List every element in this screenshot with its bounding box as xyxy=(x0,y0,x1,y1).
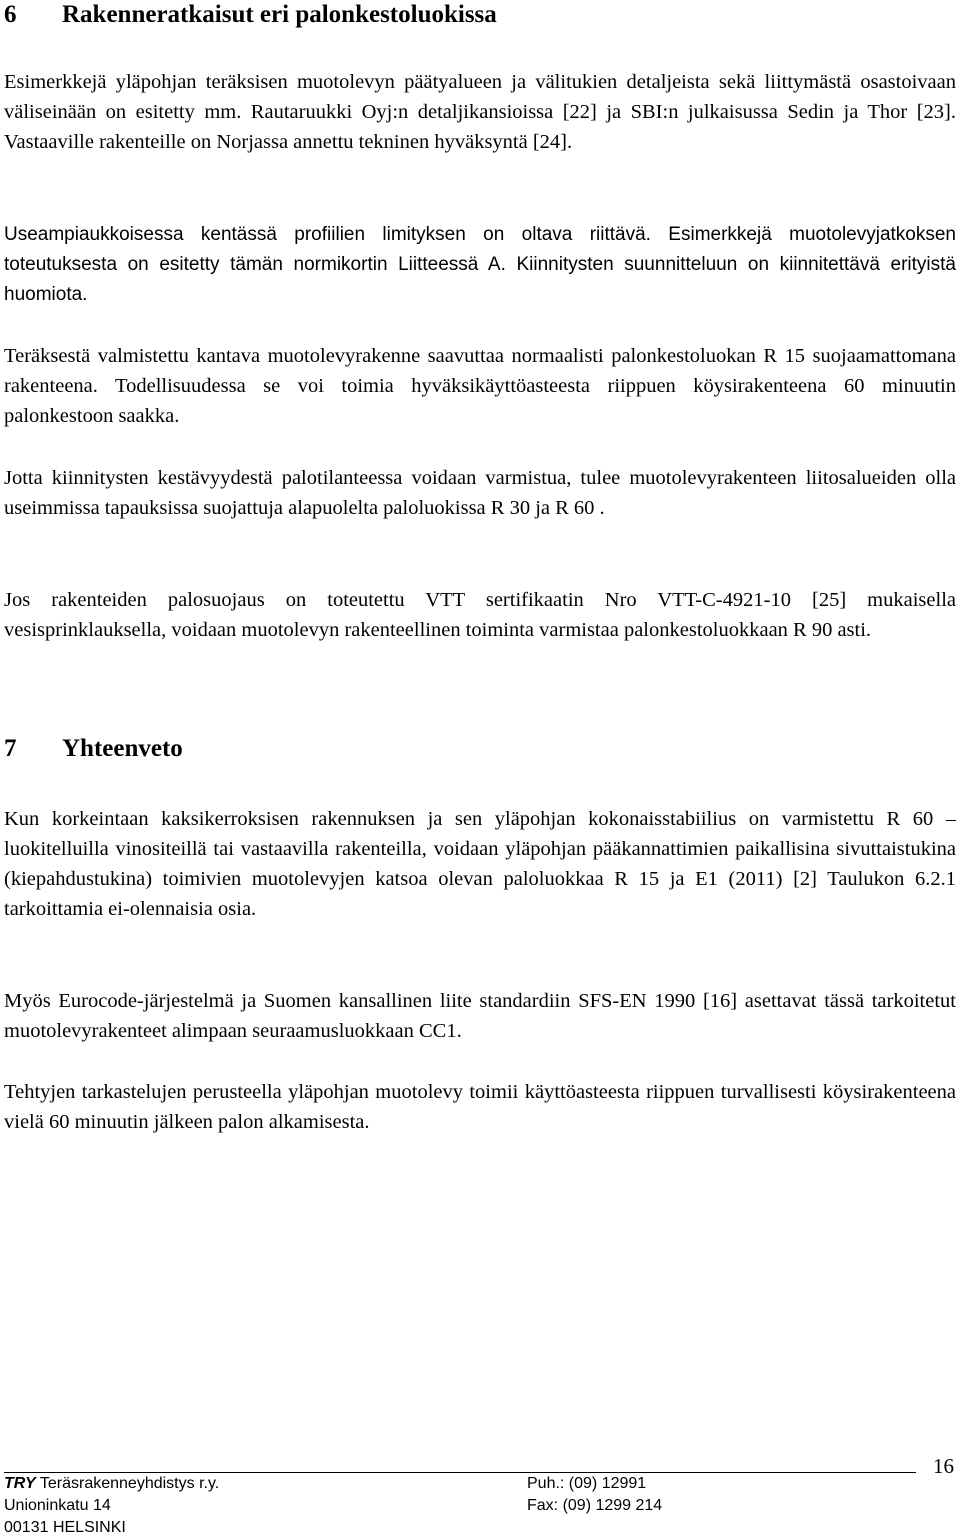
page-number: 16 xyxy=(933,1454,954,1478)
footer-organization xyxy=(4,1474,219,1494)
section-6-paragraph-5: Jos rakenteiden palosuojaus on toteutettu VTT sertifikaatin Nro VTT-C-4921-10 [25] mukaisella vesisprinklauksella, voidaan muotolevyn rakenteellinen toiminta varmistaa palonkestoluokkaan R 90 asti. xyxy=(4,589,956,641)
organization-name: Teräsrakenneyhdistys r.y. xyxy=(39,1475,220,1492)
brand-logo-text: TRY xyxy=(4,1475,36,1492)
section-6-paragraph-3: Teräksestä valmistettu kantava muotolevyrakenne saavuttaa normaalisti palonkestoluokan R 15 suojaamattomana rakenteena. Todellisuudessa se voi toimia hyväksikäyttöasteesta riippuen köysirakenteena 60 minuutin palonkestoon saakka. xyxy=(4,345,956,427)
section-6-paragraph-2: Useampiaukkoisessa kentässä profiilien limityksen on oltava riittävä. Esimerkkejä muotolevyjatkoksen toteutuksesta on esitetty tämän normikortin Liitteessä A. Kiinnitysten suunnitteluun on kiinnitettävä erityistä huomiota. xyxy=(4,224,956,305)
footer-city: 00131 HELSINKI xyxy=(4,1519,126,1536)
section-6-paragraph-1: Esimerkkejä yläpohjan teräksisen muotolevyn päätyalueen ja välitukien detaljeista sekä liittymästä osastoivaan väliseinään on esitetty mm. Rautaruukki Oyj:n detaljikansioissa [22] ja SBI:n julkaisussa Sedin ja Thor [23]. Vastaaville rakenteille on Norjassa annettu tekninen hyväksyntä [24]. xyxy=(4,71,956,153)
section-7-paragraph-1: Kun korkeintaan kaksikerroksisen rakennuksen ja sen yläpohjan kokonaisstabiilius on varmistettu R 60 –luokitelluilla vinositeillä tai vastaavilla rakenteilla, voidaan yläpohjan pääkannattimien paikallisina sivuttaistukina (kiepahdustukina) toimivien muotolevyjen katsoa olevan paloluokkaa R 15 ja E1 (2011) [2] Taulukon 6.2.1 tarkoittamia ei-olennaisia osia. xyxy=(4,808,956,920)
footer-fax: Fax: (09) 1299 214 xyxy=(527,1497,663,1514)
section-7-heading xyxy=(4,734,183,764)
footer-divider xyxy=(4,1472,916,1473)
footer-phone: Puh.: (09) 12991 xyxy=(527,1475,647,1492)
section-6-paragraph-4: Jotta kiinnitysten kestävyydestä palotilanteessa voidaan varmistua, tulee muotolevyrakenteen liitosalueiden olla useimmissa tapauksissa suojattuja alapuolelta paloluokissa R 30 ja R 60 . xyxy=(4,467,956,519)
section-6-heading xyxy=(4,0,497,30)
footer-street: Unioninkatu 14 xyxy=(4,1497,111,1514)
section-7-paragraph-2: Myös Eurocode-järjestelmä ja Suomen kansallinen liite standardiin SFS-EN 1990 [16] asettavat tässä tarkoitetut muotolevyrakenteet alimpaan seuraamusluokkaan CC1. xyxy=(4,990,956,1042)
section-6-title: Rakenneratkaisut eri palonkestoluokissa xyxy=(62,1,497,28)
section-7-number: 7 xyxy=(4,735,17,762)
section-6-number: 6 xyxy=(4,1,17,28)
section-7-title: Yhteenveto xyxy=(62,735,183,762)
section-7-paragraph-3: Tehtyjen tarkastelujen perusteella yläpohjan muotolevy toimii käyttöasteesta riippuen turvallisesti köysirakenteena vielä 60 minuutin jälkeen palon alkamisesta. xyxy=(4,1081,956,1133)
page-footer xyxy=(0,1430,960,1536)
